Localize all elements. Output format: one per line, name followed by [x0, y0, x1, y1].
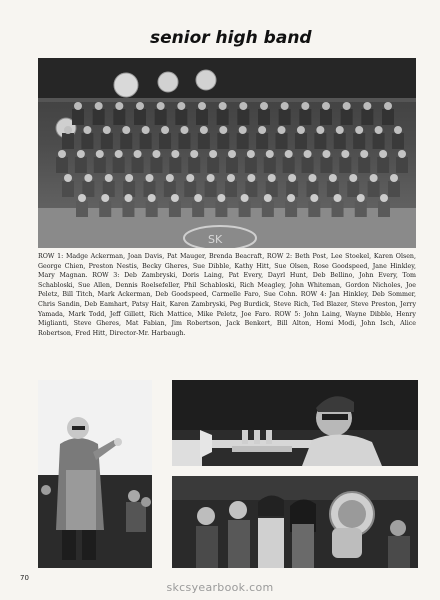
band-member-body	[178, 133, 190, 149]
band-member-head	[125, 174, 133, 182]
band-member-body	[245, 181, 257, 197]
band-member-body	[314, 133, 326, 149]
band-member-head	[103, 126, 111, 134]
band-member-body	[396, 157, 408, 173]
band-member-head	[74, 102, 82, 110]
band-member-head	[398, 150, 406, 158]
band-member-head	[363, 102, 371, 110]
band-member-body	[198, 133, 210, 149]
band-member-head	[309, 174, 317, 182]
band-member-head	[148, 194, 156, 202]
band-member-head	[190, 150, 198, 158]
band-member-body	[99, 201, 111, 217]
band-member-head	[297, 126, 305, 134]
band-member-head	[343, 102, 351, 110]
band-member-head	[198, 102, 206, 110]
band-member-body	[334, 133, 346, 149]
band-member-body	[134, 109, 146, 125]
band-member-body	[56, 157, 68, 173]
band-member-head	[304, 150, 312, 158]
watermark: skcsyearbook.com	[166, 581, 274, 594]
band-member-body	[215, 201, 227, 217]
page-number: 70	[20, 574, 29, 582]
band-member-body	[377, 157, 389, 173]
band-member-head	[95, 102, 103, 110]
band-member-body	[146, 201, 158, 217]
band-member-body	[101, 133, 113, 149]
band-member-body	[225, 181, 237, 197]
band-member-body	[62, 181, 74, 197]
band-member-body	[132, 157, 144, 173]
band-member-head	[171, 150, 179, 158]
band-member-body	[188, 157, 200, 173]
band-member-head	[58, 150, 66, 158]
band-member-head	[357, 194, 365, 202]
band-group-photo-drawing	[38, 58, 416, 248]
band-member-head	[247, 174, 255, 182]
band-member-body	[93, 109, 105, 125]
band-member-body	[361, 109, 373, 125]
band-member-head	[239, 126, 247, 134]
band-member-body	[262, 201, 274, 217]
band-member-head	[370, 174, 378, 182]
director-photo	[38, 380, 152, 568]
band-member-head	[84, 174, 92, 182]
band-member-body	[155, 109, 167, 125]
band-member-body	[392, 133, 404, 149]
band-member-body	[339, 157, 351, 173]
band-member-body	[76, 201, 88, 217]
band-member-body	[196, 109, 208, 125]
band-member-head	[239, 102, 247, 110]
band-member-head	[281, 102, 289, 110]
band-member-head	[349, 174, 357, 182]
band-member-body	[122, 201, 134, 217]
band-member-head	[142, 126, 150, 134]
band-member-body	[276, 133, 288, 149]
band-member-body	[217, 109, 229, 125]
band-member-body	[353, 133, 365, 149]
band-member-head	[322, 102, 330, 110]
band-member-head	[171, 194, 179, 202]
band-member-head	[96, 150, 104, 158]
band-member-head	[310, 194, 318, 202]
band-member-body	[169, 201, 181, 217]
band-member-head	[64, 174, 72, 182]
band-member-body	[205, 181, 217, 197]
band-member-head	[260, 102, 268, 110]
band-member-head	[209, 150, 217, 158]
band-member-head	[394, 126, 402, 134]
band-member-body	[72, 109, 84, 125]
band-member-body	[295, 133, 307, 149]
tuba-players-photo	[172, 476, 418, 568]
band-member-body	[388, 181, 400, 197]
svg-text:SK: SK	[208, 233, 223, 246]
band-member-body	[256, 133, 268, 149]
band-member-head	[83, 126, 91, 134]
band-member-body	[285, 201, 297, 217]
band-member-body	[192, 201, 204, 217]
band-member-head	[228, 150, 236, 158]
band-member-head	[301, 102, 309, 110]
band-member-head	[219, 102, 227, 110]
band-member-head	[180, 126, 188, 134]
band-member-head	[247, 150, 255, 158]
director-photo-drawing	[38, 380, 152, 568]
band-member-body	[373, 133, 385, 149]
band-member-body	[283, 157, 295, 173]
band-member-head	[217, 194, 225, 202]
band-member-body	[299, 109, 311, 125]
trumpet-player-photo	[172, 380, 418, 466]
band-member-head	[258, 126, 266, 134]
band-member-body	[94, 157, 106, 173]
band-member-head	[360, 150, 368, 158]
band-member-body	[113, 109, 125, 125]
band-member-head	[329, 174, 337, 182]
band-group-photo	[38, 58, 416, 248]
band-member-head	[186, 174, 194, 182]
band-member-head	[134, 150, 142, 158]
band-member-body	[150, 157, 162, 173]
band-member-head	[124, 194, 132, 202]
band-member-body	[264, 157, 276, 173]
band-member-body	[279, 109, 291, 125]
band-member-head	[157, 102, 165, 110]
band-member-body	[237, 133, 249, 149]
band-member-body	[368, 181, 380, 197]
band-member-body	[258, 109, 270, 125]
band-member-head	[64, 126, 72, 134]
band-member-body	[332, 201, 344, 217]
band-member-body	[302, 157, 314, 173]
band-member-body	[378, 201, 390, 217]
band-member-head	[207, 174, 215, 182]
band-member-body	[245, 157, 257, 173]
band-member-body	[358, 157, 370, 173]
band-member-body	[217, 133, 229, 149]
band-member-head	[122, 126, 130, 134]
band-member-head	[336, 126, 344, 134]
band-member-head	[78, 194, 86, 202]
band-member-head	[266, 150, 274, 158]
tuba-players-photo-drawing	[172, 476, 418, 568]
band-member-head	[341, 150, 349, 158]
band-member-head	[166, 174, 174, 182]
band-member-body	[237, 109, 249, 125]
band-member-body	[81, 133, 93, 149]
band-member-body	[140, 133, 152, 149]
band-member-body	[184, 181, 196, 197]
band-member-head	[390, 174, 398, 182]
band-member-head	[278, 126, 286, 134]
band-member-head	[288, 174, 296, 182]
band-member-body	[175, 109, 187, 125]
page-title: senior high band	[150, 28, 312, 48]
band-member-body	[82, 181, 94, 197]
band-roster-caption: ROW 1: Madge Ackerman, Joan Davis, Pat Mauger, Brenda Beacraft, ROW 2: Beth Post, Lee Stoekel, Karen Olsen, George Chien, Preston Nestis, Becky Gheres, Sue Dibble, Kathy Hitt, Sue Olsen, Rose Goodspeed, Jane Hinkley, Mary Magnan. ROW 3: Deb Zambryski, Doris Laing, Pat Every, Dayrl Hunt, Deb Bellino, John Every, Tom Schabloski, Sue Allen, Dennis Roelsefeller, Phil Schabloski, Rich Meagley, John Whiteman, Gordon Nicholes, Joe Peletz, Bill Titch, Mark Ackerman, Deb Goodspeed, Carmelle Faro, Sue Cohn. ROW 4: Jan Hinkley, Deb Sommer, Chris Sandin, Deb Eamhart, Patsy Hait, Karen Zambryski, Peg Burdick, Steve Rich, Ted Blazer, Steve Preston, Jerry Yamada, Mark Todd, Jeff Gillett, Rich Mattice, Mike Peletz, Joe Faro. ROW 5: John Laing, Wayne Dibble, Henry Miglianti, Steve Gheres, Mat Fabian, Jim Robertson, Jack Benkert, Bill Alton, Homi Modi, John Isch, Alice Robertson, Fred Hitt, Director-Mr. Harbaugh.	[38, 253, 416, 337]
band-member-head	[115, 150, 123, 158]
band-member-head	[136, 102, 144, 110]
band-member-body	[347, 181, 359, 197]
band-member-head	[101, 194, 109, 202]
band-member-head	[77, 150, 85, 158]
band-member-head	[194, 194, 202, 202]
band-member-head	[105, 174, 113, 182]
band-member-head	[285, 150, 293, 158]
band-member-body	[320, 109, 332, 125]
band-member-body	[341, 109, 353, 125]
band-member-body	[159, 133, 171, 149]
band-member-body	[113, 157, 125, 173]
band-member-body	[382, 109, 394, 125]
band-member-head	[268, 174, 276, 182]
band-member-head	[264, 194, 272, 202]
band-member-body	[226, 157, 238, 173]
band-member-head	[322, 150, 330, 158]
band-member-body	[239, 201, 251, 217]
band-member-head	[115, 102, 123, 110]
band-member-head	[227, 174, 235, 182]
band-member-body	[75, 157, 87, 173]
band-member-head	[355, 126, 363, 134]
band-member-body	[120, 133, 132, 149]
band-member-head	[379, 150, 387, 158]
band-member-head	[177, 102, 185, 110]
band-member-head	[161, 126, 169, 134]
band-member-body	[207, 157, 219, 173]
band-member-head	[384, 102, 392, 110]
band-member-head	[380, 194, 388, 202]
band-member-body	[320, 157, 332, 173]
band-member-head	[219, 126, 227, 134]
band-member-head	[316, 126, 324, 134]
band-member-body	[308, 201, 320, 217]
band-member-body	[62, 133, 74, 149]
band-member-body	[355, 201, 367, 217]
band-member-body	[169, 157, 181, 173]
band-member-head	[146, 174, 154, 182]
band-member-head	[334, 194, 342, 202]
band-member-head	[200, 126, 208, 134]
band-member-head	[287, 194, 295, 202]
band-member-head	[152, 150, 160, 158]
band-member-head	[241, 194, 249, 202]
band-member-head	[375, 126, 383, 134]
trumpet-player-photo-drawing	[172, 380, 418, 466]
